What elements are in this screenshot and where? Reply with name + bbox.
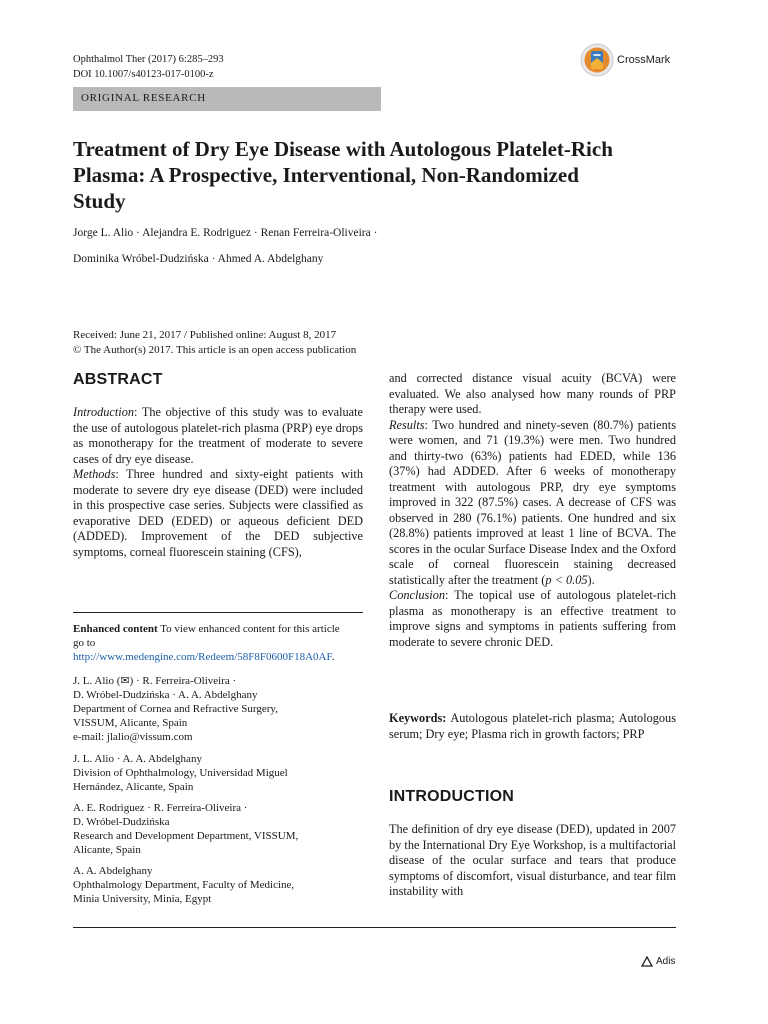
affiliation-authors: A. A. Abdelghany (73, 865, 153, 877)
abstract-conclusion (389, 588, 676, 650)
conclusion-label: Conclusion (389, 588, 446, 602)
affiliation-block-2 (73, 752, 363, 794)
article-type-band (73, 87, 381, 111)
keywords (389, 711, 676, 742)
copyright-notice: © The Author(s) 2017. This article is an open access publication (73, 344, 357, 356)
footer-rule (73, 927, 676, 928)
article-type-label: ORIGINAL RESEARCH (81, 92, 206, 104)
enhanced-content-divider (73, 612, 363, 613)
introduction-heading: INTRODUCTION (389, 788, 515, 805)
publisher-logo (641, 956, 675, 967)
journal-reference: Ophthalmol Ther (2017) 6:285–293 (73, 54, 224, 65)
enhanced-content-text: To view enhanced content for this article go to (73, 623, 340, 649)
methods-continued: and corrected distance visual acuity (BCVA) were evaluated. We also analysed how many rounds of PRP therapy were used. (389, 371, 676, 416)
adis-triangle-icon (641, 956, 653, 967)
keywords-label: Keywords: (389, 711, 447, 725)
introduction-text: : The objective of this study was to evaluate the use of autologous platelet-rich plasma (PRP) eye drops as monotherapy for the treatment of moderate to severe cases of dry eye disease. (73, 405, 363, 466)
affiliation-authors: J. L. Alio · A. A. Abdelghany (73, 753, 202, 765)
results-p-value: p < 0.05 (545, 572, 588, 587)
affiliation-department: Research and Development Department, VISSUM, (73, 830, 299, 842)
enhanced-content-link[interactable]: http://www.medengine.com/Redeem/58F8F0600F18A0AF (73, 651, 332, 663)
introduction-label: Introduction (73, 405, 135, 419)
affiliation-block-3 (73, 801, 363, 857)
affiliation-location: Minia University, Minia, Egypt (73, 893, 212, 905)
introduction-paragraph: The definition of dry eye disease (DED), updated in 2007 by the International Dry Eye Workshop, is a multifactorial disease of the ocular surface and tears that produce symptoms of discomfort, visual disturbance, and tear film instability with (389, 822, 676, 898)
abstract-right-column (389, 371, 676, 650)
doi[interactable]: DOI 10.1007/s40123-017-0100-z (73, 69, 214, 80)
affiliation-location: Alicante, Spain (73, 844, 141, 856)
authors-line-1: Jorge L. Alio · Alejandra E. Rodriguez · Renan Ferreira-Oliveira · (73, 227, 378, 239)
enhanced-content-label: Enhanced content (73, 623, 158, 635)
crossmark-label: CrossMark (617, 54, 671, 66)
conclusion-text: : The topical use of autologous platelet-rich plasma as monotherapy is an effective treatment to improve signs and symptoms in patients suffering from moderate to severe chronic DED. (389, 588, 676, 649)
enhanced-content-link-end: . (331, 651, 335, 663)
publisher-name: Adis (656, 956, 676, 967)
publication-info (73, 328, 673, 358)
results-text: : Two hundred and ninety-seven (80.7%) patients were women, and 71 (19.3%) were men. Two hundred and thirty-two (63%) patients had EDED, while 136 (37%) had ADDED. After 6 weeks of monotherapy treatment with autologous PRP, dry eye symptoms improved in 322 (87.5%) cases. A decrease of CFS was observed in 280 (76.1%) patients. One hundred and six (28.8%) patients improved at least 1 line of BCVA. The scores in the ocular Surface Disease Index and the Oxford scale of corneal fluorescein staining decreased statistically after the treatment ( (389, 417, 676, 587)
crossmark-icon (580, 43, 614, 77)
affiliation-location: VISSUM, Alicante, Spain (73, 717, 188, 729)
crossmark-badge[interactable] (580, 42, 680, 78)
results-end: ). (587, 572, 595, 587)
results-label: Results (389, 417, 425, 432)
article-title: Treatment of Dry Eye Disease with Autologous Platelet-Rich Plasma: A Prospective, Interventional, Non-Randomized Study (73, 137, 613, 213)
enhanced-content-note (73, 622, 353, 664)
affiliation-authors: D. Wróbel-Dudzińska (73, 816, 170, 828)
authors-line-2: Dominika Wróbel-Dudzińska · Ahmed A. Abdelghany (73, 253, 324, 265)
abstract-left-column (73, 405, 363, 560)
affiliation-block-1 (73, 674, 363, 744)
corresponding-email[interactable]: e-mail: jlalio@vissum.com (73, 731, 193, 743)
affiliation-department: Ophthalmology Department, Faculty of Medicine, (73, 879, 295, 891)
methods-text: : Three hundred and sixty-eight patients with moderate to severe dry eye disease (DED) were included in this prospective case series. Subjects were classified as evaporative DED (EDED) or aqueous deficient DED (ADDED). Improvement of the DED subjective symptoms, corneal fluorescein staining (CFS), (73, 467, 363, 559)
affiliation-department: Division of Ophthalmology, Universidad Miguel (73, 767, 288, 779)
methods-label: Methods (73, 467, 116, 481)
keywords-text: Autologous platelet-rich plasma; Autologous serum; Dry eye; Plasma rich in growth factors; PRP (389, 711, 676, 741)
affiliation-authors: J. L. Alio (✉) · R. Ferreira-Oliveira · (73, 675, 237, 687)
affiliation-department: Department of Cornea and Refractive Surgery, (73, 703, 278, 715)
abstract-heading: ABSTRACT (73, 371, 163, 388)
affiliation-authors: D. Wróbel-Dudzińska · A. A. Abdelghany (73, 689, 258, 701)
abstract-results (389, 418, 676, 589)
author-list (73, 220, 673, 272)
received-date: Received: June 21, 2017 / Published online: August 8, 2017 (73, 329, 337, 341)
journal-citation (73, 52, 224, 82)
affiliation-location: Hernández, Alicante, Spain (73, 781, 194, 793)
affiliation-block-4 (73, 864, 363, 906)
abstract-methods (73, 467, 363, 560)
abstract-introduction (73, 405, 363, 467)
affiliation-authors: A. E. Rodriguez · R. Ferreira-Oliveira · (73, 802, 248, 814)
